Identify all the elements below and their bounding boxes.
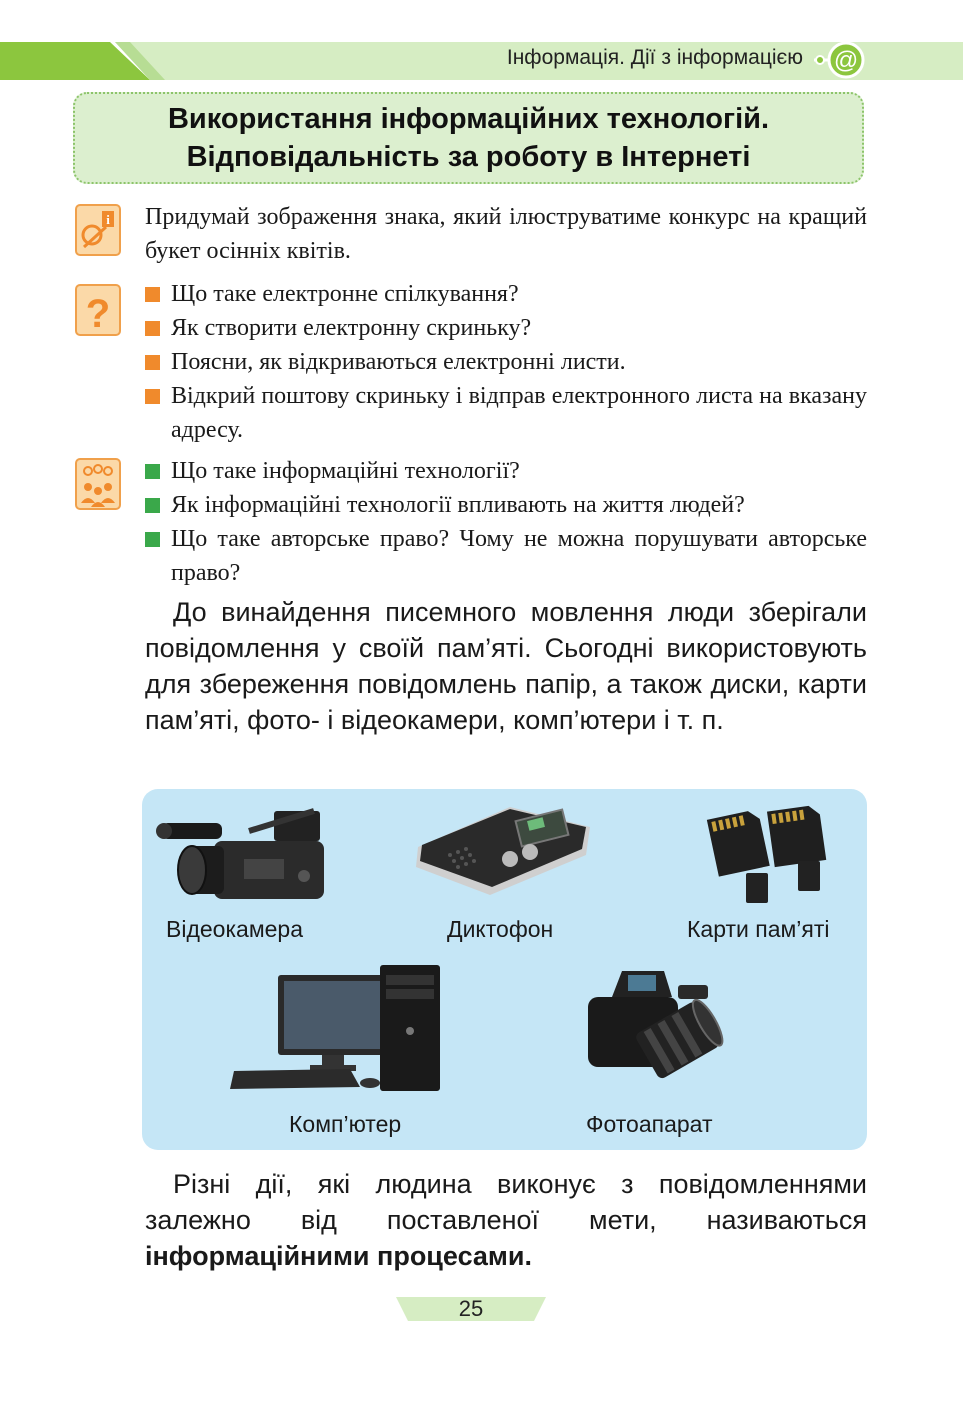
svg-text:?: ? <box>85 292 111 336</box>
svg-text:i: i <box>106 212 110 227</box>
lesson-title-line-2: Відповідальність за роботу в Інтернеті <box>186 141 751 173</box>
memory-cards-icon <box>702 801 852 906</box>
group-discussion-icon <box>72 457 124 511</box>
voice-recorder-icon <box>410 797 600 902</box>
device-label: Комп’ютер <box>289 1111 402 1137</box>
device-label: Фотоапарат <box>586 1111 713 1137</box>
orange-bullet-icon <box>145 287 160 302</box>
orange-bullet-icon <box>145 389 160 404</box>
page-number: 25 <box>458 1296 484 1321</box>
list-item: Поясни, як відкриваються електронні листи. <box>145 345 867 379</box>
at-sign-icon <box>812 40 872 80</box>
orange-bullet-icon <box>145 355 160 370</box>
orange-bullet-icon <box>145 321 160 336</box>
creative-task-icon <box>72 203 124 257</box>
paragraph-info-processes: Різні дії, які людина виконує з повідомленнями залежно від поставленої мети, називаються інформаційними процесами. <box>145 1169 867 1271</box>
chapter-title: Інформація. Дії з інформацією <box>506 46 803 69</box>
list-item: Що таке авторське право? Чому не можна порушувати авторське право? <box>145 522 867 590</box>
list-item: Що таке електронне спілкування? <box>145 277 867 311</box>
photo-camera-icon <box>582 961 732 1101</box>
question-mark-icon <box>72 283 124 337</box>
lesson-title-box <box>73 92 864 184</box>
computer-icon <box>230 961 450 1097</box>
term-info-processes: інформаційними процесами. <box>145 1241 533 1271</box>
device-label: Диктофон <box>447 916 554 942</box>
video-camera-icon <box>154 801 334 911</box>
list-item: Відкрий поштову скриньку і відправ електронного листа на вказану адресу. <box>145 379 867 447</box>
questions-list <box>145 277 867 447</box>
device-label: Карти пам’яті <box>687 916 830 942</box>
green-bullet-icon <box>145 532 160 547</box>
paragraph-storage: До винайдення писемного мовлення люди зберігали повідомлення у своїй пам’яті. Сьогодні використовують для збереження повідомлень папір, а також диски, карти пам’яті, фото- і відеокамери, комп’ютери і т. п. <box>145 597 867 735</box>
svg-text:@: @ <box>833 47 859 74</box>
devices-panel <box>142 789 867 1150</box>
list-item: Як інформаційні технології впливають на життя людей? <box>145 488 867 522</box>
group-questions-list <box>145 454 867 590</box>
list-item: Що таке інформаційні технології? <box>145 454 867 488</box>
green-bullet-icon <box>145 498 160 513</box>
task-text: Придумай зображення знака, який ілюструватиме конкурс на кращий букет осінніх квітів. <box>145 204 867 264</box>
list-item: Як створити електронну скриньку? <box>145 311 867 345</box>
lesson-title-line-1: Використання інформаційних технологій. <box>167 103 770 135</box>
green-bullet-icon <box>145 464 160 479</box>
device-label: Відеокамера <box>166 916 304 942</box>
